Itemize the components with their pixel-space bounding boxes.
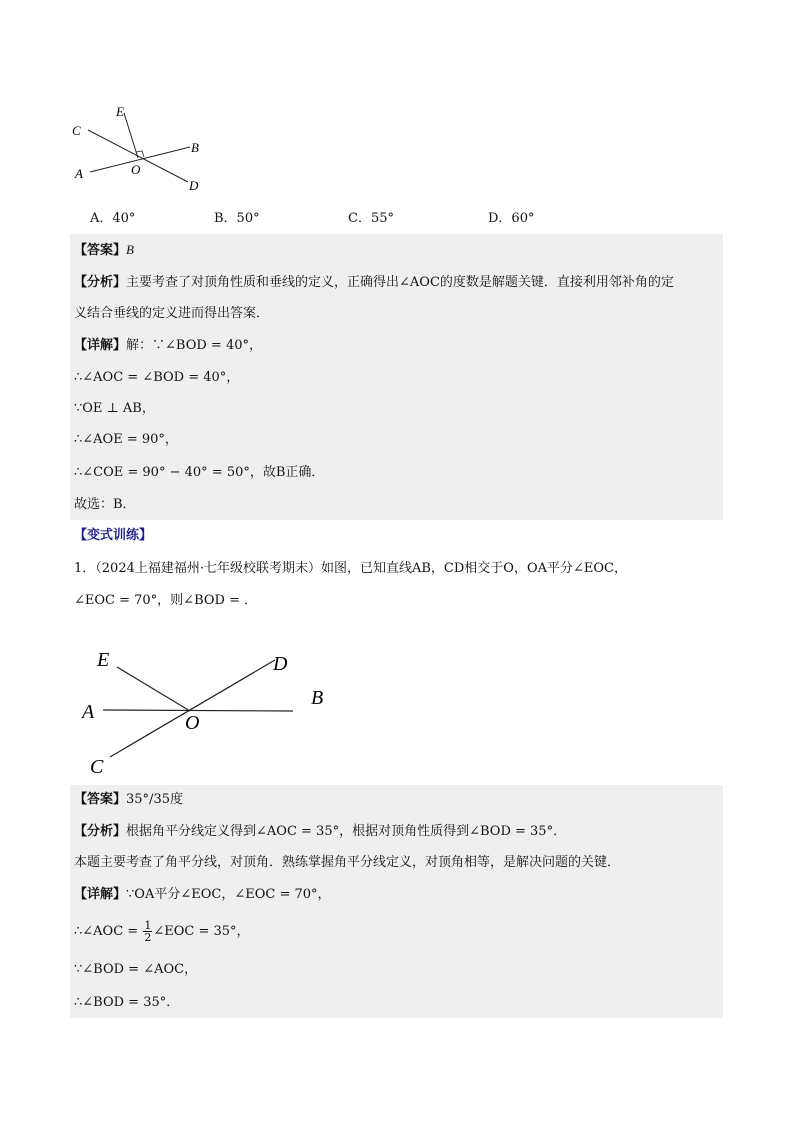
ray-oe-2 [117, 667, 190, 711]
answer-tag: 【答案】 [74, 243, 127, 258]
analysis-tag-2: 【分析】 [74, 824, 127, 839]
fraction-denominator: 2 [144, 931, 152, 944]
detail-tag: 【详解】 [74, 338, 127, 353]
label-e: E [116, 104, 124, 119]
label-o-2: O [185, 712, 200, 734]
detail-step-4: ∴∠AOE = 90°， [74, 432, 178, 447]
detail-step-5: ∴∠COE = 90° − 40° = 50°，故B正确． [74, 465, 325, 480]
detail-2-step-row-4 [74, 994, 179, 1012]
detail-step-1: 解：∵∠BOD = 40°， [126, 338, 262, 353]
answer-value: B [126, 242, 134, 257]
detail-2-step-1: ∵OA平分∠EOC，∠EOC = 70°， [126, 887, 331, 902]
analysis-tag: 【分析】 [74, 275, 127, 290]
option-d: D．60° [488, 211, 535, 226]
analysis-row-1 [74, 274, 674, 292]
label-d-2: D [273, 653, 288, 675]
detail-step-row-2 [74, 369, 239, 387]
question-1-line-2: ∠EOC = 70°，则∠BOD = ． [74, 593, 258, 608]
detail-step-2: ∴∠AOC = ∠BOD = 40°， [74, 370, 240, 385]
detail-tag-2: 【详解】 [74, 887, 127, 902]
line-cd-2 [110, 660, 275, 757]
detail-2-step-4: ∴∠BOD = 35°． [74, 995, 180, 1010]
detail-row-1 [74, 337, 262, 355]
detail-row-2 [74, 886, 331, 904]
analysis-row-2b [74, 854, 620, 872]
detail-2-step-row-3 [74, 961, 197, 979]
analysis-row-2 [74, 823, 566, 841]
answer-value-2: 35°/35度 [126, 792, 183, 807]
fraction-one-half [143, 920, 152, 943]
detail-2-step-row-2 [74, 920, 250, 943]
detail-step-3: ∵OE ⊥ AB， [74, 401, 155, 416]
analysis-text-cont: 义结合垂线的定义进而得出答案． [74, 306, 270, 321]
analysis-text-2-cont: 本题主要考查了角平分线，对顶角．熟练掌握角平分线定义，对顶角相等，是解决问题的关键． [74, 855, 621, 870]
label-c-2: C [90, 756, 104, 778]
label-d: D [189, 178, 199, 193]
section-title: 【变式训练】 [74, 528, 153, 543]
figure-intersecting-lines-2 [75, 640, 345, 780]
detail-2-step-2-post: ∠EOC = 35°， [153, 924, 250, 939]
answer-row-2 [74, 791, 183, 809]
question-1-line-1: 1．（2024上福建福州·七年级校联考期末）如图，已知直线AB，CD相交于O，OA平分∠EOC， [74, 561, 627, 576]
label-a-2: A [82, 701, 95, 723]
option-b: B．50° [214, 211, 260, 226]
answer-row-1 [74, 241, 134, 260]
detail-step-row-6 [74, 496, 136, 514]
detail-step-6: 故选：B． [74, 497, 136, 512]
detail-2-step-2-pre: ∴∠AOC = [74, 924, 139, 939]
answer-tag-2: 【答案】 [74, 792, 127, 807]
analysis-text-2: 根据角平分线定义得到∠AOC = 35°，根据对顶角性质得到∠BOD = 35°． [126, 824, 567, 839]
detail-step-row-4 [74, 431, 178, 449]
analysis-row-1b [74, 305, 269, 323]
detail-step-row-3 [74, 400, 155, 418]
ray-oe [124, 113, 138, 158]
detail-2-step-3: ∵∠BOD = ∠AOC， [74, 962, 198, 977]
detail-step-row-5 [74, 464, 324, 482]
label-b-2: B [311, 687, 324, 709]
label-b: B [191, 140, 199, 155]
option-c: C．55° [348, 211, 394, 226]
label-o: O [131, 162, 141, 177]
option-a: A．40° [90, 211, 136, 226]
analysis-text: 主要考查了对顶角性质和垂线的定义，正确得出∠AOC的度数是解题关键．直接利用邻补角的定 [126, 275, 674, 290]
label-e-2: E [97, 649, 110, 671]
label-c: C [72, 123, 81, 138]
label-a: A [75, 166, 83, 181]
answer-options [90, 207, 690, 229]
line-ab-2 [103, 710, 293, 711]
fraction-numerator: 1 [144, 919, 152, 932]
figure-intersecting-lines-1 [60, 95, 230, 205]
